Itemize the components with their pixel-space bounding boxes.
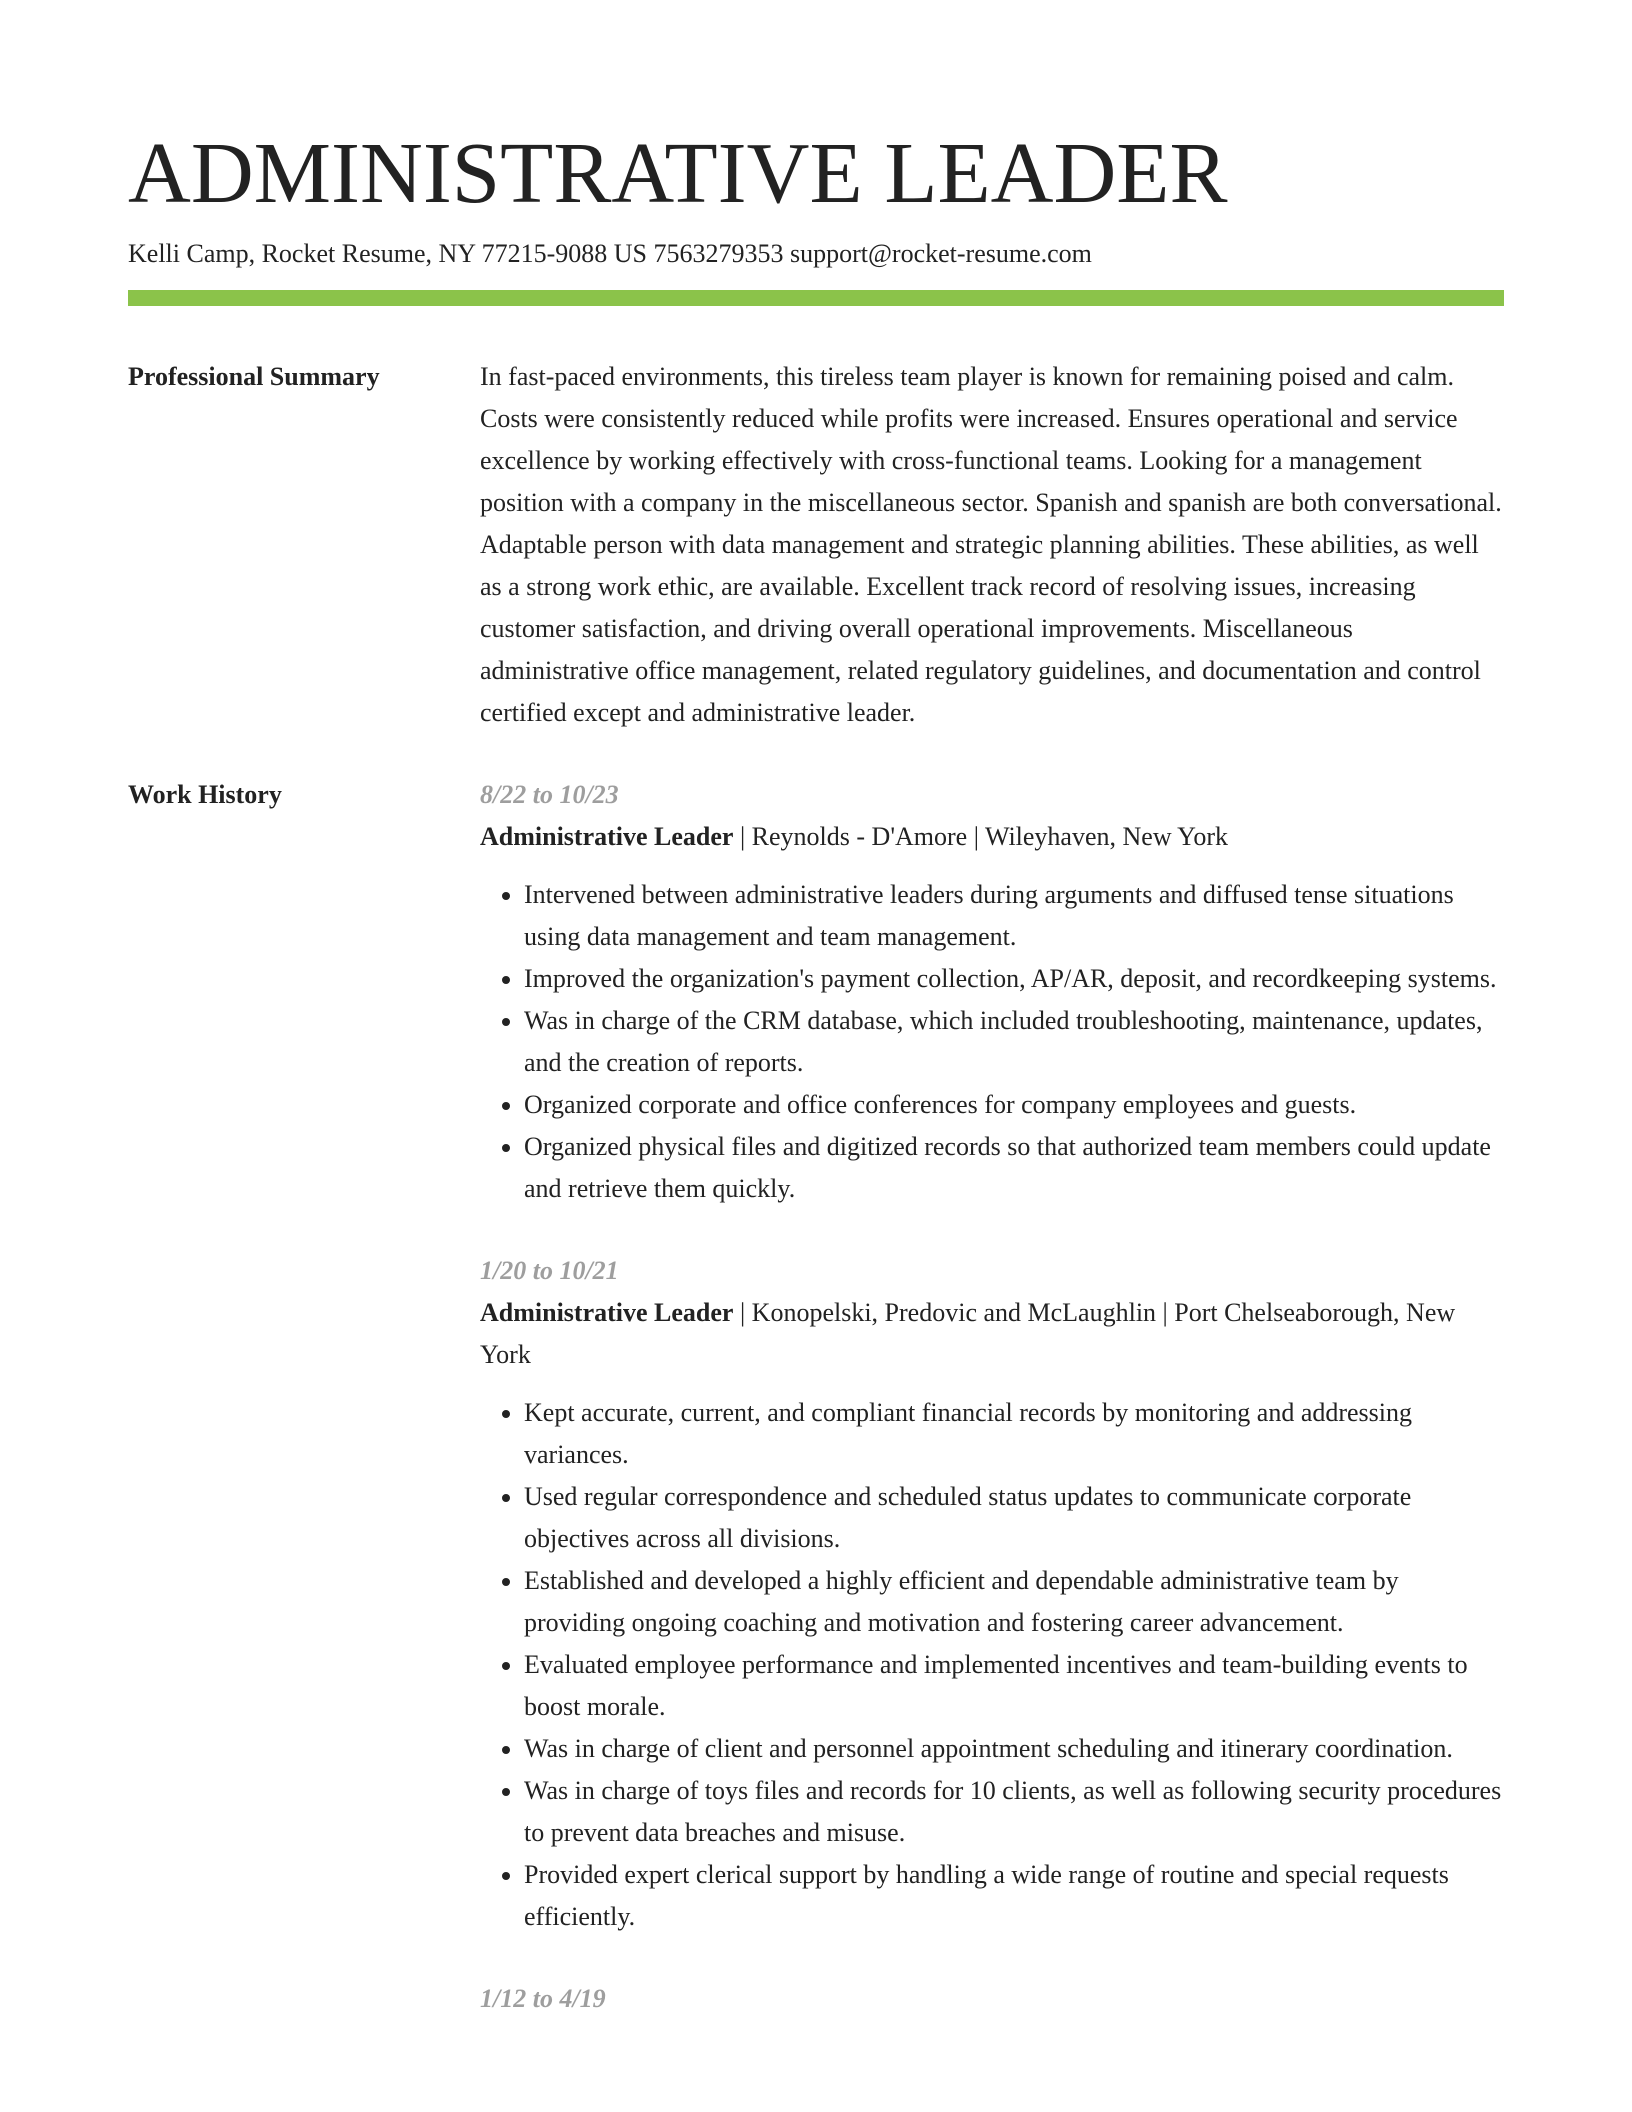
work-history-body <box>480 774 1504 2060</box>
section-label-work-history: Work History <box>128 780 282 809</box>
job-heading <box>480 1292 1504 1376</box>
work-history-section <box>128 774 1504 2060</box>
job-bullet: • Improved the organization's payment collection, AP/AR, deposit, and recordkeeping systems. <box>524 958 1504 1000</box>
accent-divider <box>128 290 1504 306</box>
job-bullet: • Was in charge of client and personnel appointment scheduling and itinerary coordination. <box>524 1728 1504 1770</box>
contact-line: Kelli Camp, Rocket Resume, NY 77215-9088 US 7563279353 support@rocket-resume.com <box>128 239 1092 268</box>
job-bullet: • Provided expert clerical support by handling a wide range of routine and special requests efficiently. <box>524 1854 1504 1938</box>
professional-summary-section <box>128 356 1504 734</box>
job-bullet: • Organized corporate and office conferences for company employees and guests. <box>524 1084 1504 1126</box>
job-bullet: • Was in charge of the CRM database, which included troubleshooting, maintenance, updates, and the creation of reports. <box>524 1000 1504 1084</box>
job-bullet: • Organized physical files and digitized records so that authorized team members could update and retrieve them quickly. <box>524 1126 1504 1210</box>
job-bullet: • Established and developed a highly efficient and dependable administrative team by providing ongoing coaching and motivation and fostering career advancement. <box>524 1560 1504 1644</box>
job-dates: 8/22 to 10/23 <box>480 780 619 809</box>
job-bullet: • Used regular correspondence and scheduled status updates to communicate corporate objectives across all divisions. <box>524 1476 1504 1560</box>
job-bullet: • Was in charge of toys files and records for 10 clients, as well as following security procedures to prevent data breaches and misuse. <box>524 1770 1504 1854</box>
job-title: Administrative Leader <box>480 1298 734 1327</box>
summary-body <box>480 356 1504 734</box>
job-bullet-list <box>480 1392 1504 1938</box>
resume-title: ADMINISTRATIVE LEADER <box>128 124 1228 221</box>
job-title: Administrative Leader <box>480 822 734 851</box>
job-dates: 1/20 to 10/21 <box>480 1256 619 1285</box>
job-heading <box>480 816 1504 858</box>
job-bullet: • Intervened between administrative leaders during arguments and diffused tense situations using data management and team management. <box>524 874 1504 958</box>
job-details: | Reynolds - D'Amore | Wileyhaven, New York <box>733 822 1228 851</box>
job-entry <box>480 1978 1504 2020</box>
job-bullet: • Evaluated employee performance and implemented incentives and team-building events to boost morale. <box>524 1644 1504 1728</box>
job-entry <box>480 774 1504 1210</box>
job-entry <box>480 1250 1504 1938</box>
job-bullet: • Kept accurate, current, and compliant financial records by monitoring and addressing variances. <box>524 1392 1504 1476</box>
job-bullet-list <box>480 874 1504 1210</box>
section-label-summary: Professional Summary <box>128 362 380 391</box>
job-details: | Konopelski, Predovic and McLaughlin | Port Chelseaborough, New York <box>480 1298 1456 1369</box>
job-dates: 1/12 to 4/19 <box>480 1984 606 2013</box>
resume-page <box>128 118 1504 2060</box>
summary-text: In fast-paced environments, this tireless team player is known for remaining poised and calm. Costs were consistently reduced while profits were increased. Ensures operational and service excellence by working effectively with cross-functional teams. Looking for a management position with a company in the miscellaneous sector. Spanish and spanish are both conversational. Adaptable person with data management and strategic planning abilities. These abilities, as well as a strong work ethic, are available. Excellent track record of resolving issues, increasing customer satisfaction, and driving overall operational improvements. Miscellaneous administrative office management, related regulatory guidelines, and documentation and control certified except and administrative leader. <box>480 362 1502 727</box>
